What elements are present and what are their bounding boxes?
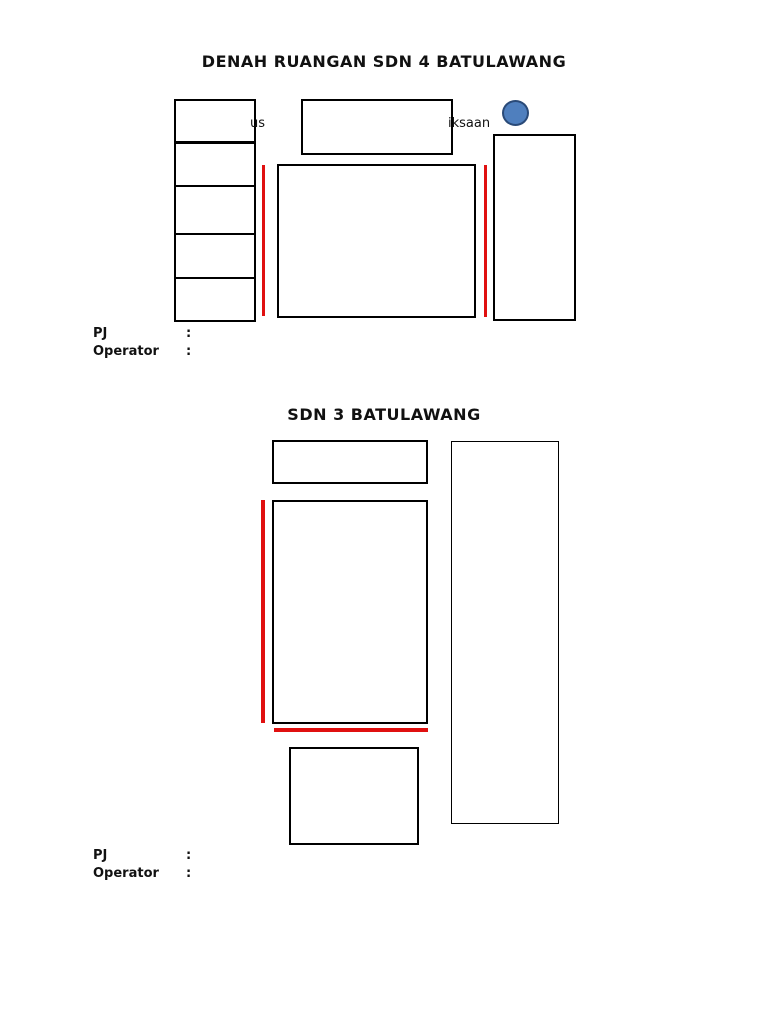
plan1-operator-colon: : [186,344,192,359]
plan2-room-main [272,500,428,724]
plan1-room-left-3 [174,185,256,235]
plan1-pj-row [93,326,192,341]
plan1-pj-label: PJ [93,326,108,341]
plan2-wall-left [261,500,265,723]
plan1-pj-colon: : [186,326,192,341]
plan2-wall-bottom [274,728,428,732]
plan2-operator-label: Operator [93,866,159,881]
plan1-room-right [493,134,576,321]
plan2-title: SDN 3 BATULAWANG [287,405,481,424]
plan1-wall-left [262,165,265,316]
plan2-room-bottom [289,747,419,845]
plan2-pj-colon: : [186,848,192,863]
plan1-operator-row [93,344,192,359]
plan2-pj-label: PJ [93,848,108,863]
plan1-room-left-5 [174,277,256,322]
plan1-room-top [301,99,453,155]
plan2-room-top [272,440,428,484]
plan1-wall-right [484,165,487,317]
plan1-marker-circle [502,100,529,126]
plan2-room-right [451,441,559,824]
plan1-room-main [277,164,476,318]
plan2-pj-row [93,848,192,863]
plan1-title: DENAH RUANGAN SDN 4 BATULAWANG [201,52,567,71]
plan1-room-left-2 [174,142,256,187]
plan2-operator-row [93,866,192,881]
plan1-room-left-4 [174,233,256,279]
plan2-operator-colon: : [186,866,192,881]
plan1-room-label-left: us [250,116,266,131]
plan1-room-left-1 [174,99,256,143]
plan1-room-label-right: iksaan [448,116,491,131]
plan1-operator-label: Operator [93,344,159,359]
